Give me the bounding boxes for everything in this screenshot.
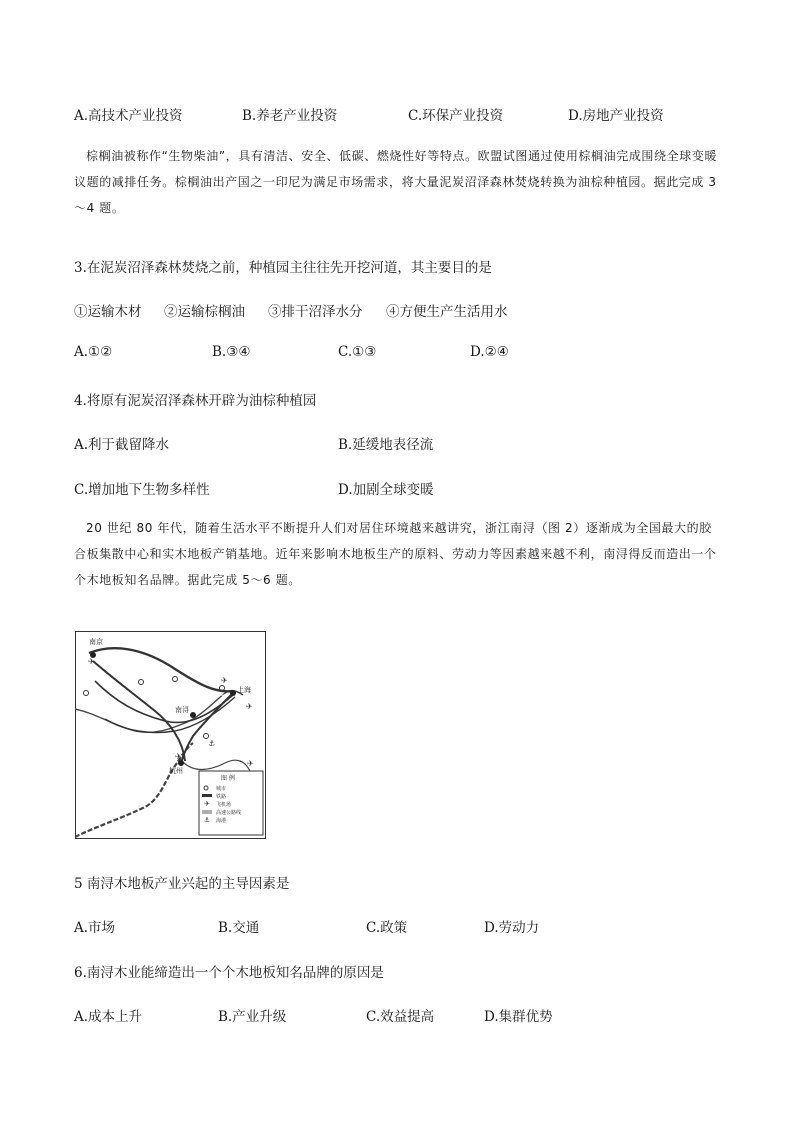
city-shanghai-dot (230, 690, 236, 696)
legend-airport-icon: ✈ (204, 800, 210, 808)
legend-label-port: 海港 (216, 818, 227, 824)
q6-option-a: A.成本上升 (74, 1009, 143, 1025)
legend-title: 图 例 (221, 775, 235, 782)
city-nanxun-dot (190, 712, 196, 718)
legend-port-icon: ⚓ (203, 816, 211, 824)
q3-option-d: D.②④ (470, 344, 509, 360)
airport-icon: ✈ (246, 702, 253, 711)
q3-option-b: B.③④ (212, 344, 251, 360)
q2-option-d: D.房地产业投资 (568, 108, 664, 124)
q3-option-c: C.①③ (338, 344, 377, 360)
airport-icon: ✈ (175, 752, 182, 761)
q3-item-4: ④方便生产生活用水 (386, 304, 508, 320)
passage-nanxun: 20 世纪 80 年代，随着生活水平不断提升人们对居住环境越来越讲究，浙江南浔（图 2）逐渐成为全国最大的胶合板集散中心和实木地板产销基地。近年来影响木地板生产的原料、劳动力等因素越来越不利，南浔得反而造出一个个木地板知名品牌。据此完成 5～6 题。 (74, 521, 717, 587)
legend-railway-icon (202, 794, 212, 797)
q5-option-c: C.政策 (366, 920, 408, 936)
label-nanxun: 南浔 (175, 706, 189, 714)
label-nanjing: 南京 (89, 638, 103, 646)
legend-label-city: 城市 (216, 786, 227, 792)
q6-option-b: B.产业升级 (218, 1009, 287, 1025)
q3-item-2: ②运输棕榈油 (164, 304, 245, 320)
q4-option-d: D.加剧全球变暖 (338, 482, 434, 498)
airport-icon: ✈ (221, 676, 228, 685)
q5-option-d: D.劳动力 (484, 920, 540, 936)
q4-option-c: C.增加地下生物多样性 (74, 482, 210, 498)
q5-stem: 5 南浔木地板产业兴起的主导因素是 (74, 876, 290, 892)
q2-option-b: B.养老产业投资 (242, 108, 338, 124)
port-icon: ⚓ (208, 739, 216, 748)
q6-stem: 6.南浔木业能缔造出一个个木地板知名品牌的原因是 (74, 965, 384, 981)
q4-option-b: B.延缓地表径流 (338, 437, 434, 453)
q3-option-a: A.①② (74, 344, 113, 360)
q3-item-3: ③排干沼泽水分 (268, 304, 363, 320)
nanxun-map (75, 631, 266, 839)
q2-option-c: C.环保产业投资 (408, 108, 504, 124)
passage-palm-oil: 棕榈油被称作“生物柴油”，具有清洁、安全、低碳、燃烧性好等特点。欧盟试图通过使用棕榈油完成围绕全球变暖议题的减排任务。棕榈油出产国之一印尼为满足市场需求，将大量泥炭沼泽森林焚烧转换为油棕种植园。据此完成 3～4 题。 (74, 149, 718, 215)
airport-icon: ✈ (247, 759, 254, 768)
label-shanghai: 上海 (237, 686, 251, 694)
q4-stem: 4.将原有泥炭沼泽森林开辟为油棕种植园 (74, 393, 317, 409)
legend-label-highway: 高速公路线 (216, 810, 242, 816)
q5-option-b: B.交通 (218, 920, 260, 936)
label-hangzhou: 杭州 (169, 767, 183, 775)
q4-option-a: A.利于截留降水 (74, 437, 170, 453)
map-svg (75, 631, 266, 839)
q2-option-a: A.高技术产业投资 (74, 108, 183, 124)
q6-option-c: C.效益提高 (366, 1009, 435, 1025)
legend-label-railway: 铁路 (216, 794, 227, 800)
q3-stem: 3.在泥炭沼泽森林焚烧之前，种植园主往往先开挖河道，其主要目的是 (74, 260, 492, 276)
legend-label-airport: 飞机场 (216, 802, 232, 808)
q3-item-1: ①运输木材 (74, 304, 142, 320)
airport-icon: ✈ (88, 657, 95, 666)
q6-option-d: D.集群优势 (484, 1009, 553, 1025)
q5-option-a: A.市场 (74, 920, 116, 936)
